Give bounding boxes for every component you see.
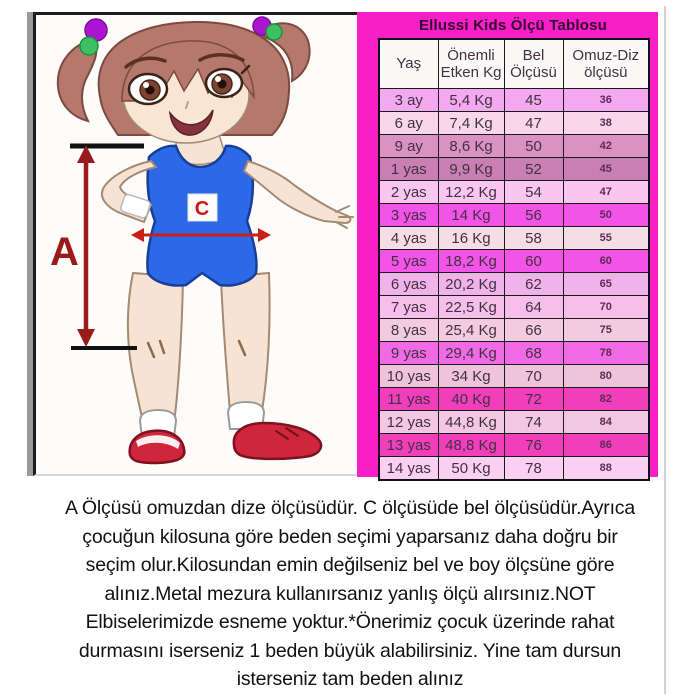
cell-waist: 58: [504, 227, 563, 250]
cell-shoulder-knee: 47: [563, 181, 649, 204]
cell-weight: 7,4 Kg: [438, 112, 504, 135]
cell-age: 2 yas: [379, 181, 438, 204]
legs: [128, 273, 270, 423]
size-table-frame: [357, 12, 658, 477]
table-row: [379, 457, 649, 481]
cell-shoulder-knee: 65: [563, 273, 649, 296]
cell-waist: 52: [504, 158, 563, 181]
col-header-waist: Bel Ölçüsü: [504, 39, 563, 89]
note-line: A Ölçüsü omuzdan dize ölçüsüdür. C ölçüsüde bel ölçüsüdür.Ayrıca: [64, 497, 635, 519]
cell-waist: 68: [504, 342, 563, 365]
cell-waist: 50: [504, 135, 563, 158]
table-row: [379, 112, 649, 135]
a-measure-arrow: [77, 145, 95, 347]
cell-waist: 54: [504, 181, 563, 204]
cell-age: 5 yas: [379, 250, 438, 273]
cell-shoulder-knee: 82: [563, 388, 649, 411]
cell-weight: 16 Kg: [438, 227, 504, 250]
note-line: Elbiselerimizde esneme yoktur.*Önerimiz çocuk üzerinde rahat: [85, 611, 615, 633]
cell-shoulder-knee: 88: [563, 457, 649, 481]
cell-age: 12 yas: [379, 411, 438, 434]
child-figure-illustration: [36, 15, 357, 474]
cell-waist: 62: [504, 273, 563, 296]
col-header-shoulder-knee: Omuz-Diz ölçüsü: [563, 39, 649, 89]
cell-shoulder-knee: 55: [563, 227, 649, 250]
table-row: [379, 434, 649, 457]
cell-weight: 29,4 Kg: [438, 342, 504, 365]
cell-age: 1 yas: [379, 158, 438, 181]
cell-age: 9 yas: [379, 342, 438, 365]
cell-age: 3 ay: [379, 89, 438, 112]
c-label: C: [194, 198, 210, 220]
cell-waist: 70: [504, 365, 563, 388]
cell-shoulder-knee: 75: [563, 319, 649, 342]
col-header-weight: Önemli Etken Kg: [438, 39, 504, 89]
cell-waist: 66: [504, 319, 563, 342]
table-row: [379, 89, 649, 112]
cell-waist: 78: [504, 457, 563, 481]
notes-text: [0, 494, 700, 694]
cell-shoulder-knee: 50: [563, 204, 649, 227]
cell-age: 6 ay: [379, 112, 438, 135]
cell-waist: 47: [504, 112, 563, 135]
table-row: [379, 227, 649, 250]
cell-age: 7 yas: [379, 296, 438, 319]
c-label-box: [188, 194, 217, 221]
table-row: [379, 296, 649, 319]
table-row: [379, 319, 649, 342]
cell-age: 11 yas: [379, 388, 438, 411]
table-row: [379, 411, 649, 434]
cell-shoulder-knee: 42: [563, 135, 649, 158]
cell-weight: 25,4 Kg: [438, 319, 504, 342]
note-line: durmasını iserseniz 1 beden büyük alabilirsiniz. Yine tam dursun: [78, 639, 622, 662]
cell-shoulder-knee: 36: [563, 89, 649, 112]
cell-weight: 44,8 Kg: [438, 411, 504, 434]
size-table-body: [379, 89, 649, 481]
hair-tie-green-left: [80, 37, 98, 55]
cell-weight: 48,8 Kg: [438, 434, 504, 457]
a-label: A: [50, 230, 79, 274]
cell-age: 13 yas: [379, 434, 438, 457]
cell-waist: 74: [504, 411, 563, 434]
cell-weight: 12,2 Kg: [438, 181, 504, 204]
cell-weight: 5,4 Kg: [438, 89, 504, 112]
table-row: [379, 158, 649, 181]
cell-age: 14 yas: [379, 457, 438, 481]
cell-weight: 20,2 Kg: [438, 273, 504, 296]
cell-age: 6 yas: [379, 273, 438, 296]
cell-shoulder-knee: 78: [563, 342, 649, 365]
cell-waist: 45: [504, 89, 563, 112]
note-line: isterseniz tam beden alınız: [236, 668, 464, 690]
cell-weight: 9,9 Kg: [438, 158, 504, 181]
cell-age: 4 yas: [379, 227, 438, 250]
size-table: [378, 38, 650, 481]
cell-weight: 50 Kg: [438, 457, 504, 481]
cell-weight: 34 Kg: [438, 365, 504, 388]
table-row: [379, 273, 649, 296]
measurement-diagram: [33, 12, 357, 476]
cell-weight: 18,2 Kg: [438, 250, 504, 273]
cell-weight: 8,6 Kg: [438, 135, 504, 158]
cell-waist: 56: [504, 204, 563, 227]
table-row: [379, 135, 649, 158]
cell-age: 8 yas: [379, 319, 438, 342]
cell-waist: 72: [504, 388, 563, 411]
cell-waist: 64: [504, 296, 563, 319]
table-row: [379, 204, 649, 227]
cell-shoulder-knee: 45: [563, 158, 649, 181]
cell-weight: 22,5 Kg: [438, 296, 504, 319]
cell-waist: 76: [504, 434, 563, 457]
table-row: [379, 181, 649, 204]
note-line: alınız.Metal mezura kullanırsanız yanlış ölçü alırsınız.NOT: [104, 582, 596, 605]
cell-shoulder-knee: 86: [563, 434, 649, 457]
cell-shoulder-knee: 60: [563, 250, 649, 273]
cell-age: 10 yas: [379, 365, 438, 388]
cell-age: 9 ay: [379, 135, 438, 158]
col-header-age: Yaş: [379, 39, 438, 89]
cell-weight: 40 Kg: [438, 388, 504, 411]
note-line: seçim olur.Kilosundan emin değilseniz bel ve boy ölçsüne göre: [85, 554, 615, 576]
table-title: Ellussi Kids Ölçü Tablosu: [418, 17, 608, 34]
note-line: çocuğun kilosuna göre beden seçimi yaparsanız daha doğru bir: [82, 525, 618, 548]
cell-age: 3 yas: [379, 204, 438, 227]
hair-tie-green-right: [266, 24, 282, 40]
table-row: [379, 388, 649, 411]
cell-shoulder-knee: 84: [563, 411, 649, 434]
cell-weight: 14 Kg: [438, 204, 504, 227]
cell-shoulder-knee: 80: [563, 365, 649, 388]
cell-shoulder-knee: 38: [563, 112, 649, 135]
cell-waist: 60: [504, 250, 563, 273]
table-row: [379, 365, 649, 388]
header-row: [379, 39, 649, 89]
table-row: [379, 250, 649, 273]
table-row: [379, 342, 649, 365]
cell-shoulder-knee: 70: [563, 296, 649, 319]
